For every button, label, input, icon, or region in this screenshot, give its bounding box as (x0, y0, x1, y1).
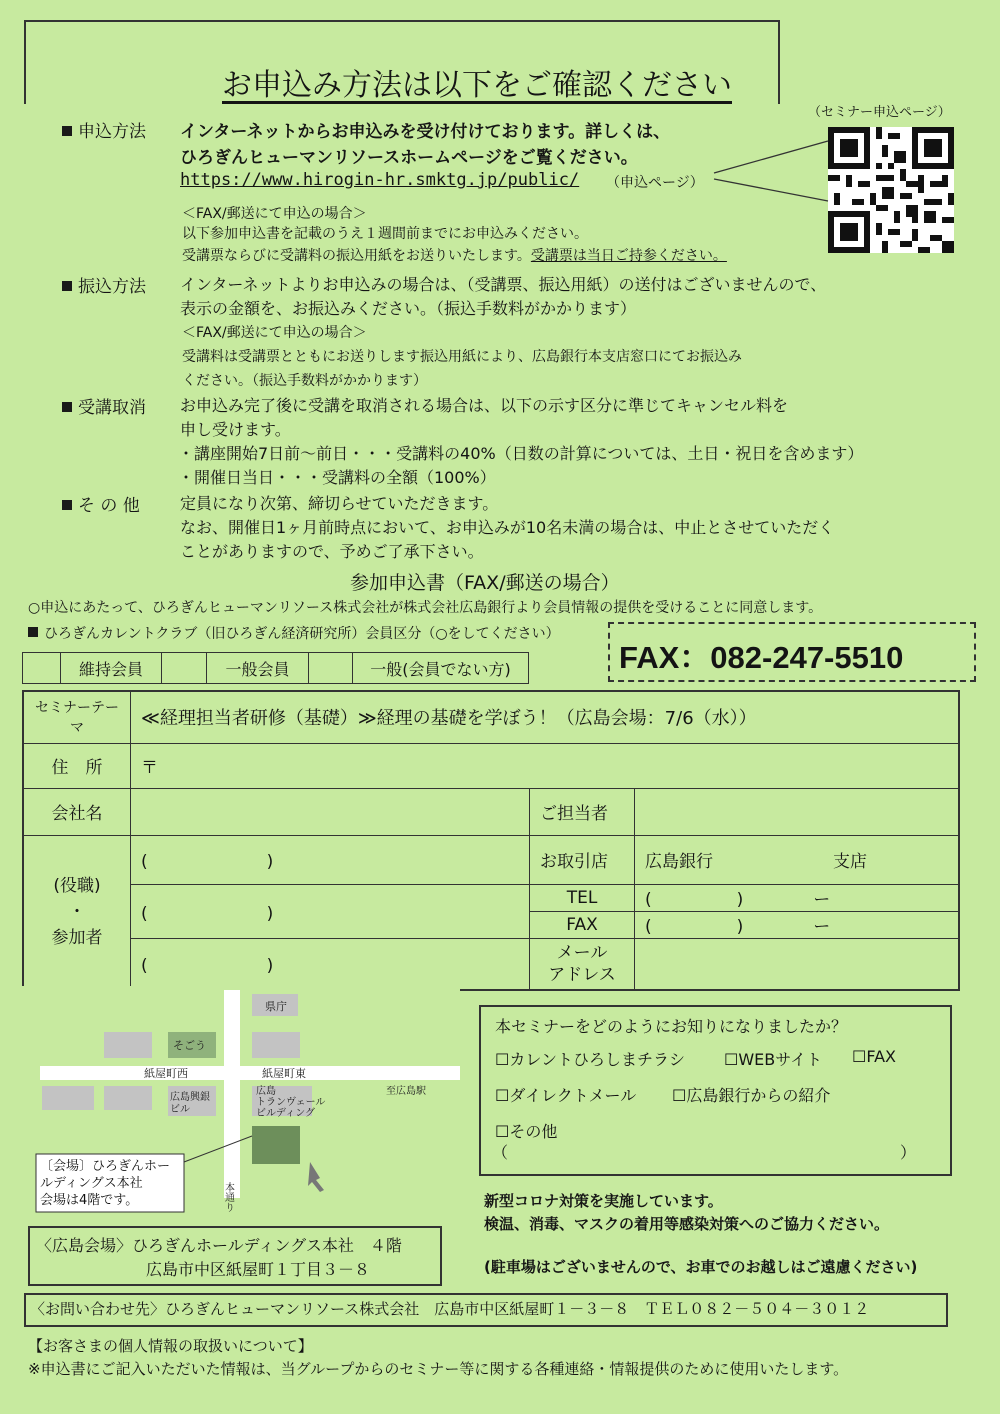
payment-fax-line1: 受講料は受講票とともにお送りします振込用紙により、広島銀行本支店窓口にてお振込み (182, 349, 742, 365)
qr-caption: （セミナー申込ページ） (808, 105, 951, 120)
application-form-table (22, 690, 960, 991)
map-venue-text-3: 会場は4階です。 (40, 1193, 139, 1208)
survey-option-direct-mail[interactable]: ☐ダイレクトメール (495, 1086, 637, 1105)
survey-option-web[interactable]: ☐WEBサイト (724, 1050, 823, 1069)
qr-pointer-lines (712, 135, 830, 205)
cancel-line1: お申込み完了後に受講を取消される場合は、以下の示す区分に準じてキャンセル料を (180, 396, 789, 415)
fax-field[interactable]: ( ) ー (635, 911, 960, 938)
map-label-hondori: 本通り (222, 1182, 234, 1212)
theme-value: ≪経理担当者研修（基礎）≫経理の基礎を学ぼう！（広島会場：7/6（水）） (131, 691, 960, 743)
email-field[interactable] (635, 938, 960, 990)
participant-field-1[interactable]: ( ) (131, 835, 530, 884)
survey-option-bank[interactable]: ☐広島銀行からの紹介 (672, 1086, 831, 1105)
apply-url-link[interactable]: https://www.hirogin-hr.smktg.jp/public/ (180, 170, 580, 190)
apply-line2: ひろぎんヒューマンリソースホームページをご覧ください。 (180, 148, 638, 168)
theme-label: セミナーテーマ (23, 691, 131, 743)
address-label: 住 所 (23, 743, 131, 788)
section-label-cancel: 受講取消 (62, 393, 146, 418)
survey-question: 本セミナーをどのようにお知りになりましたか？ (495, 1017, 848, 1036)
bank-label: お取引店 (530, 835, 635, 884)
map-label-hiroshima: 広島 (256, 1086, 276, 1097)
participant-label: (役職) ・ 参加者 (23, 835, 131, 990)
survey-other-paren-close: ） (900, 1143, 917, 1162)
participant-field-3[interactable]: ( ) (131, 938, 530, 990)
privacy-body: ※申込書にご記入いただいた情報は、当グループからのセミナー等に関する各種連絡・情報提供のために使用いたします。 (28, 1360, 849, 1378)
membership-sustaining: 維持会員 (61, 653, 162, 684)
payment-line1: インターネットよりお申込みの場合は、（受講票、振込用紙）の送付はございませんので、 (180, 275, 827, 294)
survey-other-paren-open: （ (492, 1143, 509, 1162)
other-line3: ことがありますので、予めご了承下さい。 (180, 542, 484, 561)
section-label-payment: 振込方法 (62, 272, 146, 297)
contact-line: 〈お問い合わせ先〉ひろぎんヒューマンリソース株式会社 広島市中区紙屋町１－３－８ ＴＥＬ０８２－５０４－３０１２ (30, 1300, 870, 1318)
section-label-other: そ の 他 (62, 491, 140, 516)
apply-url-note: （申込ページ） (606, 175, 704, 191)
qr-code[interactable] (828, 127, 954, 253)
email-label: メール アドレス (530, 938, 635, 990)
membership-mark-1[interactable] (23, 653, 61, 684)
venue-map (20, 986, 460, 1218)
page-title: お申込み方法は以下をご確認ください (222, 68, 732, 103)
map-label-building: ビルディング (256, 1108, 315, 1119)
other-line2: なお、開催日1ヶ月前時点において、お申込みが10名未満の場合は、中止とさせていただく (180, 518, 835, 537)
tel-label: TEL (530, 884, 635, 911)
cancel-line2: 申し受けます。 (180, 420, 291, 439)
apply-fax-head: ＜FAX/郵送にて申込の場合＞ (182, 206, 367, 222)
venue-line2: 広島市中区紙屋町１丁目３－８ (146, 1260, 371, 1279)
map-label-sogo: そごう (173, 1039, 206, 1052)
map-label-kamiyacho-west: 紙屋町西 (144, 1067, 188, 1080)
membership-table (22, 652, 529, 684)
survey-option-other[interactable]: ☐その他 (495, 1122, 558, 1141)
payment-fax-line2: ください。（振込手数料がかかります） (182, 373, 427, 389)
apply-line1: インターネットからお申込みを受け付けております。詳しくは、 (180, 122, 671, 142)
map-label-kamiyacho-east: 紙屋町東 (262, 1067, 306, 1080)
covid-notice-2: 検温、消毒、マスクの着用等感染対策へのご協力ください。 (484, 1215, 890, 1233)
company-label: 会社名 (23, 788, 131, 835)
contact-label: ご担当者 (530, 788, 635, 835)
fax-label: FAX (530, 911, 635, 938)
membership-mark-2[interactable] (162, 653, 207, 684)
other-line1: 定員になり次第、締切らせていただきます。 (180, 494, 499, 513)
participant-field-2[interactable]: ( ) (131, 884, 530, 938)
venue-line1: 〈広島会場〉ひろぎんホールディングス本社 ４階 (36, 1236, 402, 1255)
fax-number: FAX：082-247-5510 (619, 640, 904, 675)
payment-line2: 表示の金額を、お振込みください。（振込手数料がかかります） (180, 299, 637, 318)
map-venue-text-1: 〔会場〕ひろぎんホー (40, 1159, 171, 1174)
company-field[interactable] (131, 788, 530, 835)
privacy-heading: 【お客さまの個人情報の取扱いについて】 (28, 1337, 313, 1355)
membership-nonmember: 一般(会員でない方) (353, 653, 529, 684)
bank-field[interactable]: 広島銀行 支店 (635, 835, 960, 884)
map-venue-text-2: ルディングス本社 (40, 1176, 143, 1191)
contact-field[interactable] (635, 788, 960, 835)
apply-fax-line2: 受講票ならびに受講料の振込用紙をお送りいたします。受講票は当日ご持参ください。 (182, 248, 727, 264)
map-label-prefecture: 県庁 (265, 1000, 287, 1013)
address-field[interactable]: 〒 (131, 743, 960, 788)
consent-text: ○申込にあたって、ひろぎんヒューマンリソース株式会社が株式会社広島銀行より会員情報の提供を受けることに同意します。 (28, 600, 823, 616)
covid-notice-1: 新型コロナ対策を実施しています。 (484, 1192, 723, 1210)
membership-general: 一般会員 (207, 653, 309, 684)
tel-field[interactable]: ( ) ー (635, 884, 960, 911)
cancel-line3: ・講座開始7日前～前日・・・受講料の40%（日数の計算については、土日・祝日を含めます） (178, 444, 864, 463)
map-label-tranvert: トランヴェール (256, 1097, 326, 1108)
apply-fax-line1: 以下参加申込書を記載のうえ１週間前までにお申込みください。 (182, 226, 588, 242)
survey-option-flyer[interactable]: ☐カレントひろしまチラシ (495, 1050, 685, 1069)
membership-mark-3[interactable] (309, 653, 353, 684)
cancel-line4: ・開催日当日・・・受講料の全額（100%） (178, 468, 496, 487)
survey-option-fax[interactable]: ☐FAX (852, 1047, 896, 1066)
member-category-label: ひろぎんカレントクラブ（旧ひろぎん経済研究所）会員区分（○をしてください） (28, 623, 560, 643)
payment-fax-head: ＜FAX/郵送にて申込の場合＞ (182, 325, 367, 341)
map-label-kogin-building: ビル (170, 1104, 190, 1115)
form-heading: 参加申込書（FAX/郵送の場合） (350, 572, 620, 594)
section-label-apply: 申込方法 (62, 117, 146, 142)
parking-notice: (駐車場はございませんので、お車でのお越しはご遠慮ください) (484, 1258, 918, 1276)
map-label-kogin: 広島興銀 (170, 1092, 210, 1103)
map-label-to-station: 至広島駅 (386, 1086, 426, 1097)
